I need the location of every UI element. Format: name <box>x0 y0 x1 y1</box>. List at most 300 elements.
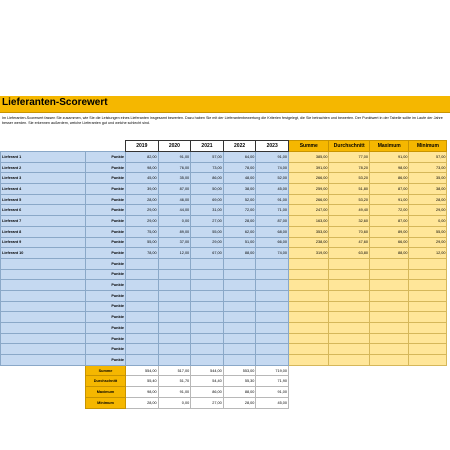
stat-cell: 89,00 <box>369 226 409 237</box>
score-cell[interactable]: 82,00 <box>126 152 159 163</box>
stat-cell-empty <box>329 290 370 301</box>
score-cell[interactable]: 35,00 <box>158 173 191 184</box>
stat-cell: 259,00 <box>288 184 329 195</box>
score-cell-empty[interactable] <box>256 258 289 269</box>
supplier-name[interactable]: Lieferant 10 <box>1 248 86 259</box>
score-cell[interactable]: 78,00 <box>126 248 159 259</box>
score-cell[interactable]: 76,00 <box>158 162 191 173</box>
score-cell-empty[interactable] <box>256 280 289 291</box>
stat-cell-empty <box>409 344 447 355</box>
summary-cell: 554,00 <box>126 365 159 376</box>
score-cell-empty[interactable] <box>191 323 224 334</box>
summary-cell: 88,00 <box>223 387 256 398</box>
summary-cell: 517,00 <box>158 365 191 376</box>
score-cell-empty[interactable] <box>158 344 191 355</box>
table-row-empty <box>1 269 447 280</box>
score-cell[interactable]: 74,00 <box>256 248 289 259</box>
row-label: Punkte <box>86 216 126 227</box>
stat-cell: 266,00 <box>288 194 329 205</box>
stat-cell-empty <box>329 301 370 312</box>
stat-cell: 87,00 <box>369 216 409 227</box>
stat-cell-empty <box>288 355 329 366</box>
stat-cell-empty <box>288 280 329 291</box>
score-cell[interactable]: 91,00 <box>256 152 289 163</box>
table-row <box>1 237 447 248</box>
row-label: Punkte <box>86 237 126 248</box>
summary-cell: 27,00 <box>191 397 224 408</box>
empty-cell <box>369 387 409 398</box>
summary-row <box>1 365 447 376</box>
empty-cell <box>329 376 370 387</box>
row-label: Punkte <box>86 152 126 163</box>
stat-cell-empty <box>409 280 447 291</box>
stat-cell: 63,80 <box>329 248 370 259</box>
score-cell-empty[interactable] <box>223 280 256 291</box>
score-cell-empty[interactable] <box>126 258 159 269</box>
supplier-name[interactable]: Lieferant 2 <box>1 162 86 173</box>
summary-label: Minimum <box>86 397 126 408</box>
table-row-empty <box>1 344 447 355</box>
stat-header: Maximum <box>369 141 409 152</box>
score-cell-empty[interactable] <box>256 301 289 312</box>
supplier-name-empty[interactable] <box>1 280 86 291</box>
stat-cell-empty <box>329 258 370 269</box>
stat-cell: 78,20 <box>329 162 370 173</box>
score-cell-empty[interactable] <box>256 290 289 301</box>
score-cell-empty[interactable] <box>126 290 159 301</box>
empty-cell <box>1 141 86 152</box>
score-cell[interactable]: 87,00 <box>256 216 289 227</box>
supplier-name[interactable]: Lieferant 3 <box>1 173 86 184</box>
summary-cell: 55,30 <box>223 376 256 387</box>
stat-cell: 32,60 <box>329 216 370 227</box>
summary-cell: 91,00 <box>158 387 191 398</box>
score-cell[interactable]: 39,00 <box>126 184 159 195</box>
score-cell-empty[interactable] <box>223 269 256 280</box>
supplier-name[interactable]: Lieferant 7 <box>1 216 86 227</box>
score-cell[interactable]: 12,00 <box>158 248 191 259</box>
summary-cell: 28,00 <box>223 397 256 408</box>
row-label: Punkte <box>86 355 126 366</box>
empty-cell <box>329 387 370 398</box>
stat-cell-empty <box>369 323 409 334</box>
stat-cell-empty <box>369 355 409 366</box>
row-label: Punkte <box>86 323 126 334</box>
score-cell[interactable]: 62,00 <box>223 226 256 237</box>
stat-cell: 57,00 <box>409 152 447 163</box>
stat-header: Durchschnitt <box>329 141 370 152</box>
score-cell-empty[interactable] <box>223 312 256 323</box>
empty-cell <box>369 365 409 376</box>
supplier-name-empty[interactable] <box>1 355 86 366</box>
table-row-empty <box>1 290 447 301</box>
score-cell-empty[interactable] <box>126 355 159 366</box>
supplier-name-empty[interactable] <box>1 258 86 269</box>
summary-row <box>1 397 447 408</box>
stat-cell: 51,80 <box>329 184 370 195</box>
score-cell-empty[interactable] <box>158 301 191 312</box>
stat-cell-empty <box>409 258 447 269</box>
stat-cell: 35,00 <box>409 173 447 184</box>
score-cell[interactable]: 37,00 <box>158 237 191 248</box>
empty-cell <box>288 365 329 376</box>
score-cell-empty[interactable] <box>256 269 289 280</box>
year-header: 2021 <box>191 141 224 152</box>
score-cell-empty[interactable] <box>191 269 224 280</box>
stat-cell-empty <box>369 333 409 344</box>
stat-cell: 53,20 <box>329 194 370 205</box>
score-cell[interactable]: 48,00 <box>223 173 256 184</box>
score-cell-empty[interactable] <box>158 355 191 366</box>
stat-cell-empty <box>288 344 329 355</box>
stat-cell: 163,00 <box>288 216 329 227</box>
score-cell[interactable]: 31,00 <box>191 205 224 216</box>
empty-cell <box>86 141 126 152</box>
score-cell[interactable]: 88,00 <box>223 248 256 259</box>
stat-cell: 86,00 <box>369 173 409 184</box>
stat-cell: 49,40 <box>329 205 370 216</box>
row-label: Punkte <box>86 194 126 205</box>
supplier-name[interactable]: Lieferant 6 <box>1 205 86 216</box>
year-header: 2020 <box>158 141 191 152</box>
score-cell-empty[interactable] <box>223 258 256 269</box>
table-row <box>1 184 447 195</box>
stat-cell: 28,00 <box>409 194 447 205</box>
score-cell-empty[interactable] <box>158 280 191 291</box>
score-cell-empty[interactable] <box>158 290 191 301</box>
stat-cell-empty <box>288 269 329 280</box>
stat-cell-empty <box>329 312 370 323</box>
summary-cell: 71,90 <box>256 376 289 387</box>
score-cell[interactable]: 57,00 <box>191 152 224 163</box>
score-cell-empty[interactable] <box>158 333 191 344</box>
score-cell[interactable]: 38,00 <box>223 184 256 195</box>
stat-cell-empty <box>369 290 409 301</box>
stat-header: Summe <box>288 141 329 152</box>
stat-cell-empty <box>329 280 370 291</box>
score-cell[interactable]: 91,00 <box>158 152 191 163</box>
score-cell-empty[interactable] <box>126 301 159 312</box>
stat-cell: 319,00 <box>288 248 329 259</box>
stat-cell-empty <box>329 344 370 355</box>
year-header: 2022 <box>223 141 256 152</box>
stat-cell-empty <box>369 280 409 291</box>
table-row-empty <box>1 333 447 344</box>
score-cell-empty[interactable] <box>223 333 256 344</box>
empty-cell <box>329 397 370 408</box>
score-cell[interactable]: 44,00 <box>158 205 191 216</box>
supplier-name-empty[interactable] <box>1 333 86 344</box>
supplier-name[interactable]: Lieferant 5 <box>1 194 86 205</box>
empty-cell <box>329 365 370 376</box>
row-label: Punkte <box>86 290 126 301</box>
stat-cell-empty <box>329 355 370 366</box>
empty-cell <box>409 376 447 387</box>
score-cell-empty[interactable] <box>158 269 191 280</box>
empty-cell <box>1 365 86 376</box>
stat-cell: 87,00 <box>369 184 409 195</box>
score-cell-empty[interactable] <box>223 323 256 334</box>
score-cell-empty[interactable] <box>126 269 159 280</box>
summary-cell: 28,00 <box>126 397 159 408</box>
supplier-name-empty[interactable] <box>1 344 86 355</box>
stat-cell-empty <box>288 312 329 323</box>
table-row-empty <box>1 280 447 291</box>
row-label: Punkte <box>86 184 126 195</box>
score-cell-empty[interactable] <box>158 312 191 323</box>
stat-cell: 66,00 <box>369 237 409 248</box>
stat-header: Minimum <box>409 141 447 152</box>
row-label: Punkte <box>86 248 126 259</box>
table-row-empty <box>1 355 447 366</box>
stat-cell: 247,00 <box>288 205 329 216</box>
score-cell-empty[interactable] <box>191 258 224 269</box>
score-cell-empty[interactable] <box>126 312 159 323</box>
score-cell[interactable]: 72,00 <box>223 205 256 216</box>
stat-cell: 29,00 <box>409 205 447 216</box>
table-row-empty <box>1 301 447 312</box>
score-cell[interactable]: 78,00 <box>223 162 256 173</box>
table-row <box>1 226 447 237</box>
table-row <box>1 216 447 227</box>
stat-cell: 98,00 <box>369 162 409 173</box>
row-label: Punkte <box>86 333 126 344</box>
stat-cell: 53,20 <box>329 173 370 184</box>
supplier-name-empty[interactable] <box>1 323 86 334</box>
stat-cell-empty <box>329 333 370 344</box>
stat-cell-empty <box>288 290 329 301</box>
table-row <box>1 162 447 173</box>
stat-cell: 0,00 <box>409 216 447 227</box>
score-cell[interactable]: 98,00 <box>126 162 159 173</box>
table-row <box>1 205 447 216</box>
score-cell-empty[interactable] <box>191 280 224 291</box>
score-cell[interactable]: 73,00 <box>191 162 224 173</box>
score-cell[interactable]: 28,00 <box>126 194 159 205</box>
stat-cell-empty <box>288 258 329 269</box>
summary-cell: 544,00 <box>191 365 224 376</box>
summary-cell: 86,00 <box>191 387 224 398</box>
score-table <box>0 140 447 409</box>
row-label: Punkte <box>86 344 126 355</box>
row-label: Punkte <box>86 162 126 173</box>
stat-cell: 47,60 <box>329 237 370 248</box>
summary-cell: 553,00 <box>223 365 256 376</box>
score-cell[interactable]: 52,00 <box>223 194 256 205</box>
score-cell[interactable]: 67,00 <box>191 248 224 259</box>
score-cell[interactable]: 45,00 <box>126 173 159 184</box>
stat-cell: 73,00 <box>409 162 447 173</box>
score-cell[interactable]: 29,00 <box>126 205 159 216</box>
stat-cell: 29,00 <box>409 237 447 248</box>
row-label: Punkte <box>86 258 126 269</box>
score-cell[interactable]: 86,00 <box>191 173 224 184</box>
stat-cell-empty <box>409 312 447 323</box>
summary-cell: 45,00 <box>256 397 289 408</box>
score-cell[interactable]: 45,00 <box>256 184 289 195</box>
score-cell-empty[interactable] <box>126 333 159 344</box>
supplier-name[interactable]: Lieferant 8 <box>1 226 86 237</box>
empty-cell <box>288 397 329 408</box>
stat-cell: 70,60 <box>329 226 370 237</box>
summary-label: Summe <box>86 365 126 376</box>
row-label: Punkte <box>86 173 126 184</box>
empty-cell <box>1 376 86 387</box>
supplier-name[interactable]: Lieferant 4 <box>1 184 86 195</box>
summary-label: Durchschnitt <box>86 376 126 387</box>
stat-cell: 385,00 <box>288 152 329 163</box>
stat-cell: 266,00 <box>288 173 329 184</box>
score-cell-empty[interactable] <box>256 333 289 344</box>
stat-cell-empty <box>369 312 409 323</box>
stat-cell: 91,00 <box>369 194 409 205</box>
score-cell[interactable]: 89,00 <box>158 226 191 237</box>
stat-cell-empty <box>409 290 447 301</box>
score-cell-empty[interactable] <box>191 333 224 344</box>
score-cell[interactable]: 29,00 <box>126 216 159 227</box>
summary-row <box>1 376 447 387</box>
score-cell[interactable]: 46,00 <box>158 194 191 205</box>
stat-cell-empty <box>409 333 447 344</box>
summary-cell: 54,40 <box>191 376 224 387</box>
table-row <box>1 173 447 184</box>
row-label: Punkte <box>86 280 126 291</box>
table-row-empty <box>1 258 447 269</box>
score-cell-empty[interactable] <box>191 290 224 301</box>
stat-cell-empty <box>369 301 409 312</box>
stat-cell: 238,00 <box>288 237 329 248</box>
stat-cell: 77,00 <box>329 152 370 163</box>
row-label: Punkte <box>86 312 126 323</box>
row-label: Punkte <box>86 301 126 312</box>
stat-cell-empty <box>329 269 370 280</box>
score-cell[interactable]: 69,00 <box>191 194 224 205</box>
summary-cell: 719,00 <box>256 365 289 376</box>
score-cell[interactable]: 87,00 <box>158 184 191 195</box>
stat-cell-empty <box>409 301 447 312</box>
score-cell[interactable]: 51,00 <box>223 237 256 248</box>
table-row <box>1 194 447 205</box>
empty-cell <box>288 376 329 387</box>
score-cell[interactable]: 64,00 <box>223 152 256 163</box>
score-cell[interactable]: 27,00 <box>191 216 224 227</box>
score-cell-empty[interactable] <box>223 301 256 312</box>
summary-cell: 51,70 <box>158 376 191 387</box>
score-cell[interactable]: 91,00 <box>256 194 289 205</box>
stat-cell-empty <box>369 344 409 355</box>
row-label: Punkte <box>86 269 126 280</box>
supplier-name[interactable]: Lieferant 9 <box>1 237 86 248</box>
title-bar <box>0 96 450 113</box>
empty-cell <box>409 387 447 398</box>
stat-cell-empty <box>369 258 409 269</box>
supplier-name-empty[interactable] <box>1 312 86 323</box>
score-cell[interactable]: 74,00 <box>256 162 289 173</box>
summary-cell: 98,00 <box>126 387 159 398</box>
year-header: 2023 <box>256 141 289 152</box>
empty-cell <box>409 397 447 408</box>
score-cell-empty[interactable] <box>158 323 191 334</box>
stat-cell: 38,00 <box>409 184 447 195</box>
score-cell[interactable]: 29,00 <box>191 237 224 248</box>
stat-cell-empty <box>369 269 409 280</box>
page-title: Lieferanten-Scorewert <box>2 97 108 108</box>
summary-label: Maximum <box>86 387 126 398</box>
stat-cell-empty <box>329 323 370 334</box>
stat-cell: 72,00 <box>369 205 409 216</box>
score-cell-empty[interactable] <box>126 344 159 355</box>
score-cell-empty[interactable] <box>126 323 159 334</box>
stat-cell: 55,00 <box>409 226 447 237</box>
header-row <box>1 141 447 152</box>
table-row <box>1 152 447 163</box>
stat-cell-empty <box>409 323 447 334</box>
score-cell-empty[interactable] <box>223 355 256 366</box>
score-cell-empty[interactable] <box>191 312 224 323</box>
score-cell[interactable]: 68,00 <box>256 226 289 237</box>
score-cell-empty[interactable] <box>256 323 289 334</box>
score-cell-empty[interactable] <box>256 355 289 366</box>
score-cell[interactable]: 0,00 <box>158 216 191 227</box>
score-cell-empty[interactable] <box>256 344 289 355</box>
empty-cell <box>1 387 86 398</box>
stat-cell-empty <box>288 323 329 334</box>
empty-cell <box>288 387 329 398</box>
table-row-empty <box>1 312 447 323</box>
supplier-name[interactable]: Lieferant 1 <box>1 152 86 163</box>
score-cell-empty[interactable] <box>191 344 224 355</box>
stat-cell: 391,00 <box>288 162 329 173</box>
empty-cell <box>409 365 447 376</box>
stat-cell-empty <box>409 355 447 366</box>
description-text: Im Lieferanten-Scorewert fassen Sie zusammen, wie Sie die Leistungen eines Lieferanten insgesamt bewerten. Dazu haben Sie mit der Lieferantenbewertung die Kriterien festgelegt, die Sie betrachten und bewerten. Der Punktwert in der Tabelle sollte im Laufe der Jahre besser werden. Sie erkennen außerdem, welche Lieferanten gut und welche schlecht sind. <box>2 116 443 125</box>
score-cell[interactable]: 52,00 <box>256 173 289 184</box>
score-cell-empty[interactable] <box>191 355 224 366</box>
table-row-empty <box>1 323 447 334</box>
stat-cell-empty <box>409 269 447 280</box>
stat-cell-empty <box>288 301 329 312</box>
score-cell-empty[interactable] <box>126 280 159 291</box>
row-label: Punkte <box>86 205 126 216</box>
row-label: Punkte <box>86 226 126 237</box>
summary-cell: 0,00 <box>158 397 191 408</box>
score-cell[interactable]: 75,00 <box>126 226 159 237</box>
empty-cell <box>369 376 409 387</box>
score-cell[interactable]: 28,00 <box>223 216 256 227</box>
score-cell[interactable]: 71,00 <box>256 205 289 216</box>
score-cell-empty[interactable] <box>256 312 289 323</box>
score-cell-empty[interactable] <box>223 290 256 301</box>
empty-cell <box>1 397 86 408</box>
supplier-name-empty[interactable] <box>1 301 86 312</box>
score-cell[interactable]: 55,00 <box>126 237 159 248</box>
supplier-name-empty[interactable] <box>1 269 86 280</box>
score-cell[interactable]: 50,00 <box>191 184 224 195</box>
stat-cell: 88,00 <box>369 248 409 259</box>
empty-cell <box>369 397 409 408</box>
score-cell-empty[interactable] <box>158 258 191 269</box>
score-cell[interactable]: 55,00 <box>191 226 224 237</box>
score-cell-empty[interactable] <box>223 344 256 355</box>
supplier-name-empty[interactable] <box>1 290 86 301</box>
score-cell[interactable]: 66,00 <box>256 237 289 248</box>
stat-cell: 353,00 <box>288 226 329 237</box>
stat-cell-empty <box>288 333 329 344</box>
year-header: 2019 <box>126 141 159 152</box>
score-cell-empty[interactable] <box>191 301 224 312</box>
summary-cell: 91,00 <box>256 387 289 398</box>
stat-cell: 91,00 <box>369 152 409 163</box>
